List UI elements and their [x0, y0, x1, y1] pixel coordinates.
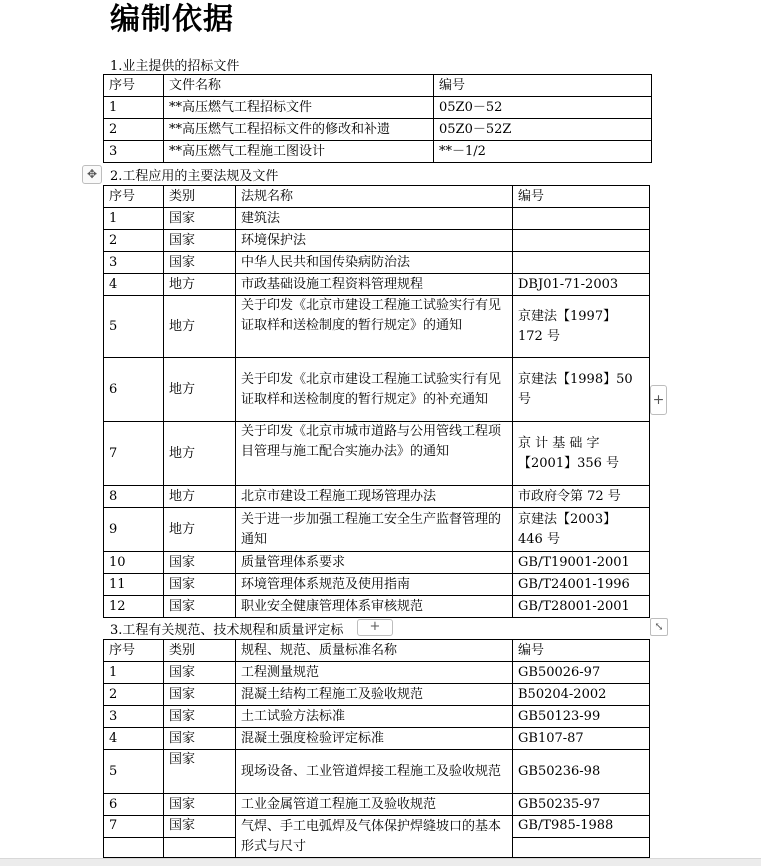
header-cell: 编号 [434, 75, 652, 97]
standards-table [103, 639, 650, 858]
cell-name: 关于进一步加强工程施工安全生产监督管理的通知 [236, 508, 513, 552]
cell-name: 北京市建设工程施工现场管理办法 [236, 486, 513, 508]
header-cell: 编号 [513, 186, 650, 208]
add-column-button[interactable] [357, 619, 393, 636]
cell-code: 京建法【2003】 446 号 [513, 508, 650, 552]
cell-code [513, 252, 650, 274]
add-row-button[interactable] [650, 385, 667, 415]
cell-code: 京建法【1998】50 号 [513, 358, 650, 422]
cell-name: **高压燃气工程招标文件 [164, 97, 434, 119]
cell-name: 建筑法 [236, 208, 513, 230]
table-row [104, 296, 650, 358]
cell-no: 7 [104, 422, 164, 486]
cell-code: GB50236-98 [513, 750, 650, 794]
cell-name: 土工试验方法标准 [236, 706, 513, 728]
cell-code: B50204-2002 [513, 684, 650, 706]
cell-category: 国家 [164, 728, 236, 750]
cell-category: 国家 [164, 552, 236, 574]
table-row [104, 508, 650, 552]
cell-code [513, 208, 650, 230]
cell-name: 环境管理体系规范及使用指南 [236, 574, 513, 596]
cell-code: 市政府令第 72 号 [513, 486, 650, 508]
header-cell: 类别 [164, 640, 236, 662]
table-header-row [104, 640, 650, 662]
header-cell: 编号 [513, 640, 650, 662]
cell-no: 3 [104, 141, 164, 163]
cell-category: 国家 [164, 662, 236, 684]
cell-category: 国家 [164, 574, 236, 596]
section-2-heading: 2.工程应用的主要法规及文件 [110, 169, 279, 184]
cell-category: 地方 [164, 296, 236, 358]
cell-no: 1 [104, 662, 164, 684]
cell-no: 4 [104, 274, 164, 296]
table-row [104, 728, 650, 750]
cell-code: 京建法【1997】 172 号 [513, 296, 650, 358]
move-icon[interactable]: ✥ [82, 165, 102, 184]
table-row [104, 119, 652, 141]
section-3-heading: 3.工程有关规范、技术规程和质量评定标 [110, 623, 344, 638]
cell-category: 国家 [164, 750, 236, 794]
cell-code: GB/T19001-2001 [513, 552, 650, 574]
header-cell: 规程、规范、质量标准名称 [236, 640, 513, 662]
cell-no: 6 [104, 358, 164, 422]
table-row [104, 486, 650, 508]
tender-documents-table [103, 74, 652, 163]
cell-no: 2 [104, 684, 164, 706]
table-row [104, 596, 650, 618]
cell-category: 国家 [164, 816, 236, 838]
cell-name: **高压燃气工程招标文件的修改和补遗 [164, 119, 434, 141]
cell-code [513, 838, 650, 858]
table-row [104, 274, 650, 296]
cell-name: 质量管理体系要求 [236, 552, 513, 574]
table-header-row [104, 186, 650, 208]
cell-no: 7 [104, 816, 164, 838]
cell-category [164, 838, 236, 858]
cell-name: 混凝土结构工程施工及验收规范 [236, 684, 513, 706]
cell-code: 05Z0－52 [434, 97, 652, 119]
header-cell: 序号 [104, 186, 164, 208]
cell-name: 关于印发《北京市城市道路与公用管线工程项目管理与施工配合实施办法》的通知 [236, 422, 513, 486]
table-header-row [104, 75, 652, 97]
table-row [104, 684, 650, 706]
cell-category: 国家 [164, 252, 236, 274]
cell-name: 工程测量规范 [236, 662, 513, 684]
cell-code [513, 230, 650, 252]
cell-code: GB50235-97 [513, 794, 650, 816]
cell-no: 11 [104, 574, 164, 596]
regulations-table [103, 185, 650, 618]
cell-no: 6 [104, 794, 164, 816]
section-1-heading: 1.业主提供的招标文件 [110, 59, 240, 74]
cell-no [104, 838, 164, 858]
cell-name: 市政基础设施工程资料管理规程 [236, 274, 513, 296]
table-row [104, 141, 652, 163]
header-cell: 序号 [104, 75, 164, 97]
cell-no: 5 [104, 296, 164, 358]
cell-category: 国家 [164, 794, 236, 816]
cell-code: GB/T28001-2001 [513, 596, 650, 618]
table-row [104, 794, 650, 816]
table-row [104, 97, 652, 119]
resize-icon[interactable]: ⤡ [650, 618, 668, 636]
cell-no: 10 [104, 552, 164, 574]
header-cell: 文件名称 [164, 75, 434, 97]
table-row [104, 208, 650, 230]
cell-name: 环境保护法 [236, 230, 513, 252]
table-row [104, 252, 650, 274]
header-cell: 法规名称 [236, 186, 513, 208]
cell-no: 3 [104, 252, 164, 274]
table-row [104, 750, 650, 794]
cell-code: GB107-87 [513, 728, 650, 750]
cell-category: 国家 [164, 230, 236, 252]
table-row [104, 358, 650, 422]
cell-code: 京 计 基 础 字【2001】356 号 [513, 422, 650, 486]
cell-name: 工业金属管道工程施工及验收规范 [236, 794, 513, 816]
table-row [104, 574, 650, 596]
cell-no: 5 [104, 750, 164, 794]
cell-code: GB/T985-1988 [513, 816, 650, 838]
cell-category: 国家 [164, 208, 236, 230]
cell-code: GB50123-99 [513, 706, 650, 728]
table-row [104, 816, 650, 838]
cell-category: 地方 [164, 422, 236, 486]
header-cell: 类别 [164, 186, 236, 208]
page-title: 编制依据 [110, 2, 234, 37]
cell-category: 地方 [164, 274, 236, 296]
cell-name: **高压燃气工程施工图设计 [164, 141, 434, 163]
cell-no: 2 [104, 119, 164, 141]
cell-name: 关于印发《北京市建设工程施工试验实行有见证取样和送检制度的暂行规定》的补充通知 [236, 358, 513, 422]
cell-no: 1 [104, 208, 164, 230]
cell-no: 4 [104, 728, 164, 750]
cell-category: 国家 [164, 684, 236, 706]
cell-code: GB50026-97 [513, 662, 650, 684]
cell-category: 国家 [164, 706, 236, 728]
cell-name: 中华人民共和国传染病防治法 [236, 252, 513, 274]
cell-category: 国家 [164, 596, 236, 618]
table-row [104, 422, 650, 486]
table-row [104, 706, 650, 728]
cell-no: 9 [104, 508, 164, 552]
cell-name: 现场设备、工业管道焊接工程施工及验收规范 [236, 750, 513, 794]
cell-no: 12 [104, 596, 164, 618]
cell-category: 地方 [164, 358, 236, 422]
cell-category: 地方 [164, 486, 236, 508]
cell-code: **－1/2 [434, 141, 652, 163]
table-row [104, 230, 650, 252]
table-row [104, 662, 650, 684]
cell-code: 05Z0－52Z [434, 119, 652, 141]
cell-code: GB/T24001-1996 [513, 574, 650, 596]
header-cell: 序号 [104, 640, 164, 662]
cell-no: 8 [104, 486, 164, 508]
cell-name: 职业安全健康管理体系审核规范 [236, 596, 513, 618]
plus-icon: + [369, 619, 381, 634]
cell-no: 1 [104, 97, 164, 119]
cell-name: 关于印发《北京市建设工程施工试验实行有见证取样和送检制度的暂行规定》的通知 [236, 296, 513, 358]
cell-name: 混凝土强度检验评定标准 [236, 728, 513, 750]
table-row [104, 552, 650, 574]
plus-icon: + [652, 392, 665, 408]
cell-category: 地方 [164, 508, 236, 552]
cell-name: 气焊、手工电弧焊及气体保护焊缝坡口的基本形式与尺寸 [236, 816, 513, 858]
cell-no: 3 [104, 706, 164, 728]
cell-no: 2 [104, 230, 164, 252]
cell-code: DBJ01-71-2003 [513, 274, 650, 296]
